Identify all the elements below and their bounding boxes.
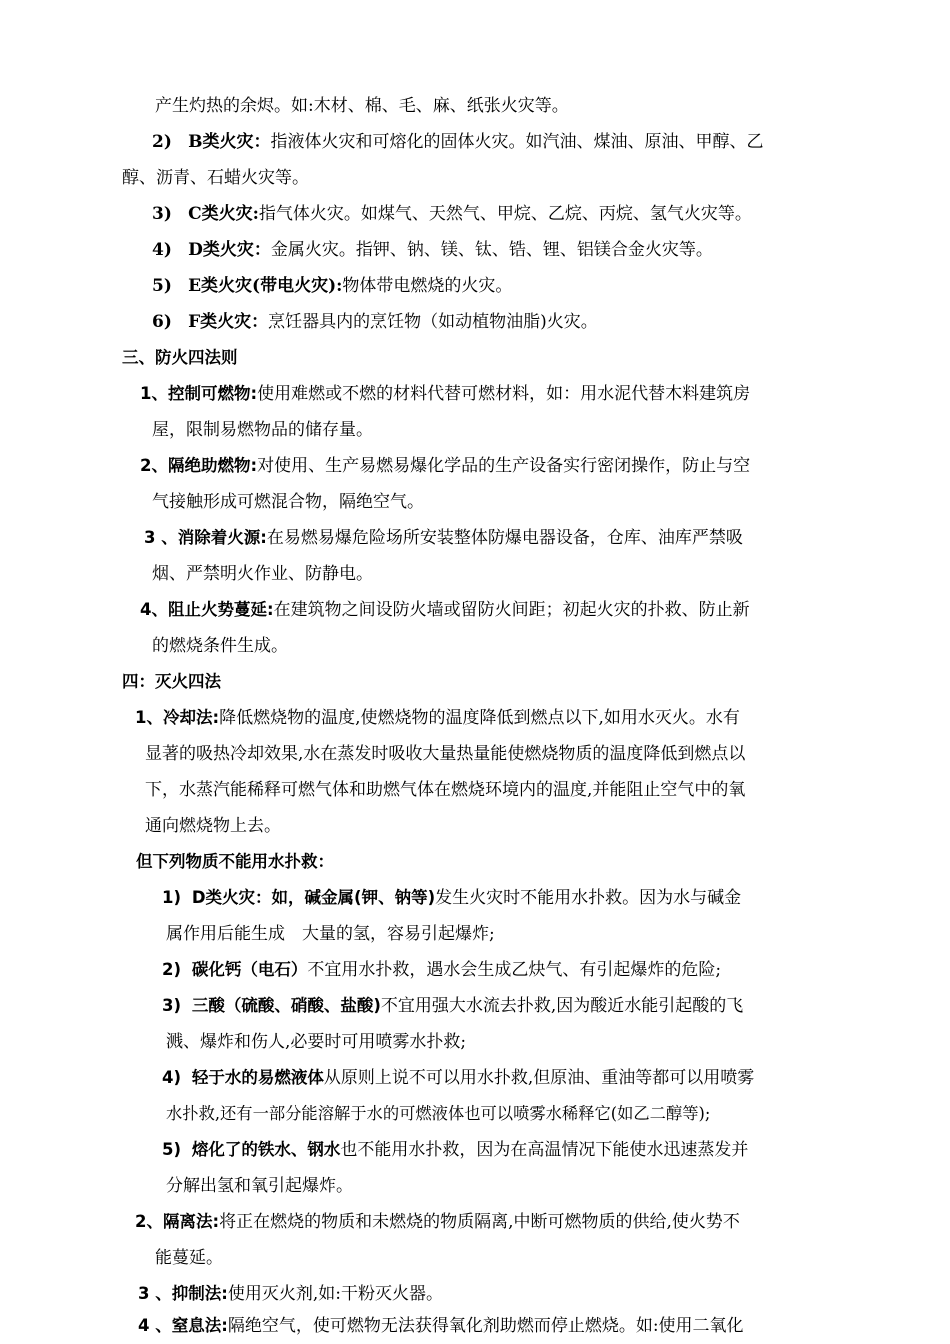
item-text-cont: 下，水蒸汽能稀释可燃气体和助燃气体在燃烧环境内的温度,并能阻止空气中的氧 — [145, 780, 746, 800]
item-text: 发生火灾时不能用水扑救。因为水与碱金 — [435, 888, 742, 908]
method-cooling — [135, 700, 842, 844]
item-label: 2、隔绝助燃物: — [140, 456, 258, 475]
prevention-item-4 — [140, 592, 842, 664]
item-label: 2、隔离法: — [135, 1212, 220, 1231]
prevention-item-2 — [140, 448, 842, 520]
item-number: 2) — [152, 132, 172, 152]
item-text-cont: 能蔓延。 — [155, 1248, 223, 1268]
prevention-item-3 — [144, 520, 842, 592]
item-label: 3 、抑制法: — [138, 1284, 228, 1303]
item-number: 5) — [162, 1140, 182, 1159]
item-text-cont: 分解出氢和氧引起爆炸。 — [166, 1176, 353, 1196]
item-number: 2) — [162, 960, 182, 979]
item-text-cont: 醇、沥青、石蜡火灾等。 — [122, 168, 309, 188]
fire-class-d — [152, 232, 842, 268]
item-text-cont: 的燃烧条件生成。 — [152, 636, 288, 656]
prevention-item-1 — [140, 376, 842, 448]
exceptions-heading: 但下列物质不能用水扑救： — [136, 852, 334, 871]
item-number: 3) — [162, 996, 182, 1015]
item-text-cont: 通向燃烧物上去。 — [145, 816, 281, 836]
item-text-cont: 屋，限制易燃物品的储存量。 — [152, 420, 373, 440]
item-text-cont: 气接触形成可燃混合物，隔绝空气。 — [152, 492, 424, 512]
exception-item-2 — [162, 952, 842, 988]
item-label: C类火灾: — [188, 204, 259, 224]
item-number: 4) — [152, 240, 172, 260]
exception-item-1 — [162, 880, 842, 952]
item-text-cont: 水扑救,还有一部分能溶解于水的可燃液体也可以喷雾水稀释它(如乙二醇等); — [166, 1104, 711, 1123]
item-label: 1、冷却法: — [135, 708, 220, 727]
exception-item-3 — [162, 988, 842, 1060]
item-text: 不宜用水扑救，遇水会生成乙炔气、有引起爆炸的危险; — [307, 960, 722, 980]
item-label: 4 、窒息法: — [138, 1316, 228, 1335]
item-text: 将正在燃烧的物质和未燃烧的物质隔离,中断可燃物质的供给,使火势不 — [219, 1212, 740, 1232]
fire-class-b — [122, 124, 842, 196]
item-label: 4、阻止火势蔓延: — [140, 600, 274, 619]
item-text-cont: 烟、严禁明火作业、防静电。 — [152, 564, 373, 584]
item-label: 三酸（硫酸、硝酸、盐酸) — [191, 996, 381, 1015]
item-text: 使用难燃或不燃的材料代替可燃材料，如：用水泥代替木料建筑房 — [257, 384, 751, 404]
item-label: F类火灾： — [188, 312, 269, 332]
item-number: 1) — [162, 888, 182, 907]
item-label: 1、控制可燃物: — [140, 384, 258, 403]
item-text: 从原则上说不可以用水扑救,但原油、重油等都可以用喷雾 — [323, 1068, 755, 1088]
item-label: 碳化钙（电石） — [191, 960, 308, 979]
item-label: 轻于水的易燃液体 — [191, 1068, 324, 1087]
item-text-cont: 溅、爆炸和伤人,必要时可用喷雾水扑救; — [166, 1032, 467, 1052]
item-text: 在易燃易爆危险场所安装整体防爆电器设备，仓库、油库严禁吸 — [266, 528, 743, 548]
item-number: 6) — [152, 312, 172, 332]
item-text: 也不能用水扑救，因为在高温情况下能使水迅速蒸发并 — [340, 1140, 749, 1160]
section-heading-extinguishing: 四：灭火四法 — [122, 672, 221, 691]
fire-class-f — [152, 304, 842, 340]
item-label: 3 、消除着火源: — [144, 528, 267, 547]
item-label: 熔化了的铁水、钢水 — [191, 1140, 341, 1159]
item-number: 3) — [152, 204, 172, 224]
item-text: 物体带电燃烧的火灾。 — [342, 276, 513, 296]
item-text: 指气体火灾。如煤气、天然气、甲烷、乙烷、丙烷、氢气火灾等。 — [258, 204, 752, 224]
item-text-cont: 属作用后能生成 大量的氢，容易引起爆炸; — [166, 924, 495, 944]
item-text: 不宜用强大水流去扑救,因为酸近水能引起酸的飞 — [380, 996, 744, 1016]
item-text: 在建筑物之间设防火墙或留防火间距；初起火灾的扑救、防止新 — [273, 600, 750, 620]
exception-item-4 — [162, 1060, 842, 1132]
item-text: 降低燃烧物的温度,使燃烧物的温度降低到燃点以下,如用水灭火。水有 — [219, 708, 740, 728]
fire-class-a-tail — [155, 88, 845, 124]
exception-item-5 — [162, 1132, 842, 1204]
item-text: 隔绝空气，使可燃物无法获得氧化剂助燃而停止燃烧。如:使用二氧化 — [227, 1316, 744, 1336]
item-text: 使用灭火剂,如:干粉灭火器。 — [227, 1284, 443, 1304]
item-text: 指液体火灾和可熔化的固体火灾。如汽油、煤油、原油、甲醇、乙 — [270, 132, 764, 152]
fire-class-e — [152, 268, 842, 304]
item-text: 烹饪器具内的烹饪物（如动植物油脂)火灾。 — [268, 312, 598, 332]
method-isolation — [135, 1204, 842, 1276]
item-label: D类火灾：如，碱金属(钾、钠等) — [191, 888, 436, 907]
method-smothering — [138, 1308, 842, 1344]
method-inhibition — [138, 1276, 842, 1312]
text: 产生灼热的余烬。如:木材、棉、毛、麻、纸张火灾等。 — [155, 96, 569, 116]
item-number: 4) — [162, 1068, 182, 1087]
fire-class-c — [152, 196, 842, 232]
item-label: E类火灾(带电火灾): — [188, 276, 343, 296]
item-label: D类火灾： — [188, 240, 271, 260]
section-heading-fire-prevention: 三、防火四法则 — [122, 348, 238, 367]
item-number: 5) — [152, 276, 172, 296]
item-text: 金属火灾。指钾、钠、镁、钛、锆、锂、铝镁合金火灾等。 — [270, 240, 713, 260]
item-text-cont: 显著的吸热冷却效果,水在蒸发时吸收大量热量能使燃烧物质的温度降低到燃点以 — [145, 744, 746, 764]
item-label: B类火灾： — [188, 132, 271, 152]
item-text: 对使用、生产易燃易爆化学品的生产设备实行密闭操作，防止与空 — [257, 456, 751, 476]
